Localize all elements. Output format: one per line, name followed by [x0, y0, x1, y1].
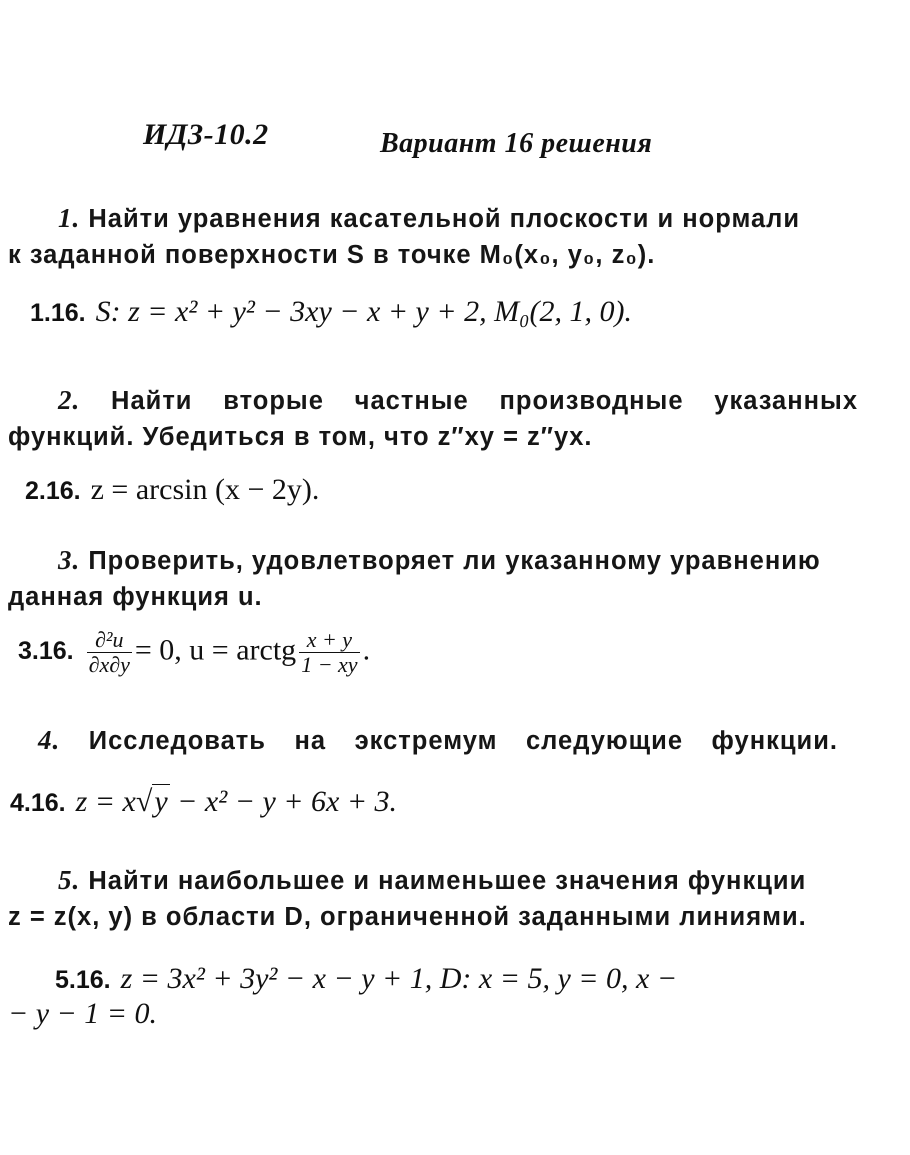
task-2-line-1: 2. Найти вторые частные производные указанных	[58, 385, 859, 415]
task-1-problem: 1.16. S: z = x² + y² − 3xy − x + y + 2, M₀(2, 1, 0).	[30, 295, 633, 328]
task-5-line-1: 5. Найти наибольшее и наименьшее значения функции	[58, 865, 807, 895]
task-2-line-2: функций. Убедиться в том, что z″xy = z″yx.	[8, 423, 593, 451]
task-1-line-1: 1. Найти уравнения касательной плоскости и нормали	[58, 203, 801, 233]
task-4-line-1: 4. Исследовать на экстремум следующие функции.	[38, 725, 838, 755]
task-4-statement	[8, 722, 858, 759]
task-2-problem: 2.16. z = arcsin (x − 2y).	[25, 473, 320, 506]
assignment-code: ИДЗ-10.2	[143, 118, 269, 151]
task-1-statement	[8, 200, 858, 273]
task-5-statement	[8, 862, 858, 935]
arctg-fraction: $\frac{x + y}{1 - xy}$	[301, 627, 358, 677]
square-root: √y	[135, 785, 168, 818]
task-2-statement	[8, 382, 858, 455]
task-5-line-2: z = z(x, y) в области D, ограниченной заданными линиями.	[8, 903, 807, 931]
variant-title: Вариант 16 решения	[380, 128, 653, 159]
task-4-problem: 4.16. z = x√y − x² − y + 6x + 3.	[10, 785, 398, 818]
task-5-problem-line-2: − y − 1 = 0.	[8, 997, 158, 1030]
task-3-line-1: 3. Проверить, удовлетворяет ли указанному уравнению	[58, 545, 821, 575]
task-3-line-2: данная функция u.	[8, 583, 263, 611]
task-5-problem-line-1: 5.16. z = 3x² + 3y² − x − y + 1, D: x = 5, y = 0, x −	[55, 962, 678, 995]
derivative-fraction: $\frac{\text{∂²u}}{\partial x\partial y}$	[88, 627, 130, 677]
task-3-statement	[8, 542, 858, 615]
task-3-problem: 3.16. $\frac{\text{∂²u}}{\partial x\partial y}$ = 0, u = arctg $\frac{x + y}{1 - xy}$ .	[18, 627, 371, 677]
task-1-line-2: к заданной поверхности S в точке M₀(x₀, y₀, z₀).	[8, 241, 656, 269]
